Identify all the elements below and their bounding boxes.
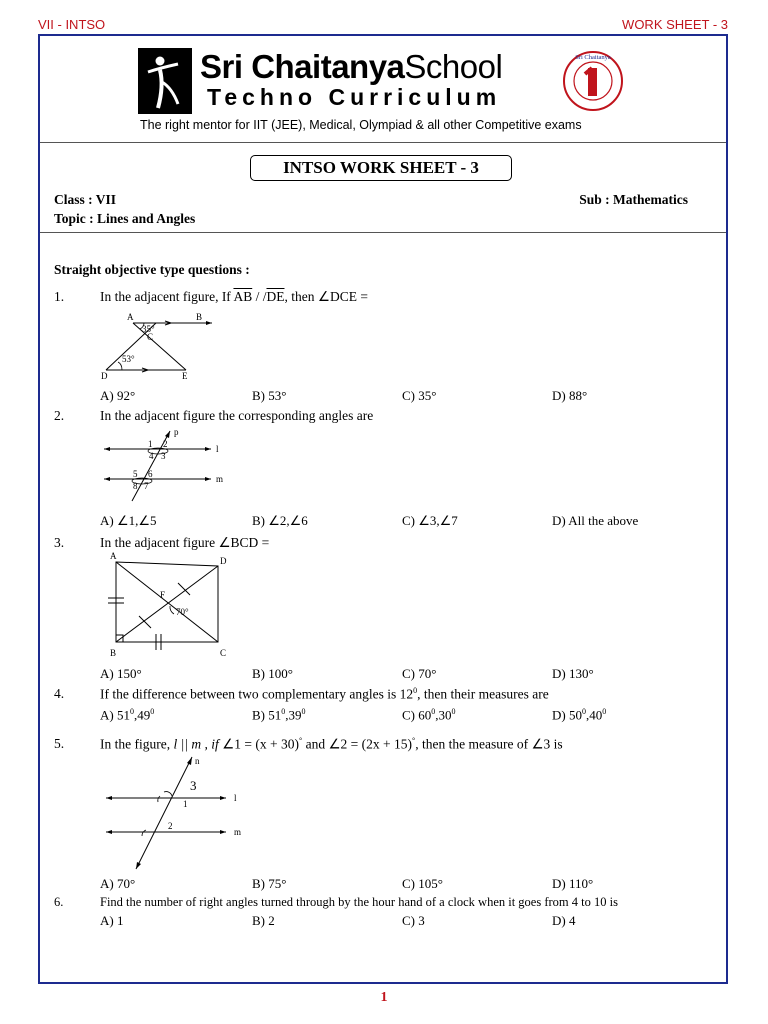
header-right-label: WORK SHEET - 3: [622, 17, 728, 32]
option-b: B) 75°: [252, 876, 287, 891]
question-number: 3.: [54, 535, 65, 550]
class-label: Class : VII: [54, 192, 117, 207]
option-c: C) 105°: [402, 876, 443, 891]
svg-text:5: 5: [133, 469, 138, 479]
topic-label: Topic : Lines and Angles: [54, 211, 196, 226]
option-c: C) ∠3,∠7: [402, 513, 458, 528]
option-d: D) 110°: [552, 876, 594, 891]
option-b: B) ∠2,∠6: [252, 513, 308, 528]
svg-text:3: 3: [190, 778, 197, 793]
svg-text:3: 3: [161, 451, 166, 461]
option-d: D) 4: [552, 913, 576, 928]
svg-text:D: D: [101, 371, 108, 381]
option-d: D) All the above: [552, 513, 639, 528]
option-a: A) 150°: [100, 666, 142, 681]
worksheet-title: INTSO WORK SHEET - 3: [250, 155, 512, 181]
option-a: A) 92°: [100, 388, 136, 403]
question-text: In the adjacent figure, If $\overline{AB} / /\overline{DE}$, then ∠DCE =: [100, 289, 368, 304]
svg-text:C: C: [147, 332, 154, 342]
logo-tagline: The right mentor for IIT (JEE), Medical, Olympiad & all other Competitive exams: [140, 118, 582, 132]
svg-text:p: p: [174, 427, 179, 437]
svg-text:A: A: [110, 551, 117, 561]
svg-text:A: A: [127, 312, 134, 322]
svg-text:m: m: [216, 474, 224, 484]
question-number: 2.: [54, 408, 65, 423]
svg-text:6: 6: [148, 469, 153, 479]
option-c: C) 70°: [402, 666, 437, 681]
option-c: C) $60^0,30^0$: [402, 707, 456, 723]
figure-q2: [96, 426, 236, 506]
logo-seal: [562, 50, 624, 117]
svg-text:70°: 70°: [176, 607, 189, 617]
question-number: 6.: [54, 895, 64, 909]
option-a: A) 70°: [100, 876, 136, 891]
svg-text:7: 7: [144, 481, 149, 491]
option-d: D) 130°: [552, 666, 594, 681]
seal-text: Sri Chaitanya: [575, 54, 611, 61]
svg-text:F: F: [160, 590, 166, 600]
option-d: D) $50^0,40^0$: [552, 707, 607, 723]
svg-text:B: B: [196, 312, 203, 322]
option-b: B) 2: [252, 913, 275, 928]
svg-text:B: B: [110, 648, 117, 658]
option-a: A) ∠1,∠5: [100, 513, 157, 528]
header-left-label: VII - INTSO: [38, 17, 106, 32]
question-number: 1.: [54, 289, 65, 304]
question-text: If the difference between two complementary angles is $12^0$, then their measures are: [100, 686, 549, 702]
option-b: B) 53°: [252, 388, 287, 403]
svg-text:m: m: [234, 827, 242, 837]
logo-emblem: [138, 48, 192, 114]
option-c: C) 35°: [402, 388, 437, 403]
option-a: A) 1: [100, 913, 124, 928]
divider: [40, 232, 726, 233]
divider: [40, 142, 726, 143]
svg-text:D: D: [220, 556, 227, 566]
svg-text:53°: 53°: [122, 354, 135, 364]
svg-text:1: 1: [148, 439, 153, 449]
page-frame: [38, 34, 728, 984]
question-text: Find the number of right angles turned through by the hour hand of a clock when it goes from 4 to 10 is: [100, 895, 618, 909]
figure-q5: [96, 754, 266, 874]
svg-text:4: 4: [149, 451, 154, 461]
question-text: In the adjacent figure ∠BCD =: [100, 535, 270, 550]
svg-text:35°: 35°: [142, 324, 155, 334]
subject-label: Sub : Mathematics: [579, 192, 688, 207]
option-c: C) 3: [402, 913, 425, 928]
figure-q3: [96, 550, 246, 660]
svg-text:n: n: [195, 756, 200, 766]
svg-text:E: E: [182, 371, 188, 381]
question-text: In the figure, l || m , if ∠1 = (x + 30)° and ∠2 = (2x + 15)°, then the measure of ∠3 is: [100, 736, 563, 752]
svg-text:8: 8: [133, 481, 138, 491]
svg-text:C: C: [220, 648, 227, 658]
option-b: B) $51^0,39^0$: [252, 707, 306, 723]
svg-text:l: l: [234, 793, 237, 803]
option-b: B) 100°: [252, 666, 293, 681]
page-number: 1: [380, 990, 388, 1005]
question-number: 4.: [54, 686, 65, 701]
svg-text:2: 2: [168, 821, 173, 831]
logo-subtitle: Techno Curriculum: [207, 84, 502, 110]
option-d: D) 88°: [552, 388, 588, 403]
svg-text:1: 1: [183, 799, 188, 809]
question-number: 5.: [54, 736, 65, 751]
figure-q1: [96, 312, 216, 382]
option-a: A) $51^0,49^0$: [100, 707, 155, 723]
question-text: In the adjacent figure the corresponding angles are: [100, 408, 374, 423]
logo-title: Sri ChaitanyaSchool: [200, 48, 503, 85]
svg-text:2: 2: [163, 439, 168, 449]
section-title: Straight objective type questions :: [54, 262, 250, 277]
svg-text:l: l: [216, 444, 219, 454]
